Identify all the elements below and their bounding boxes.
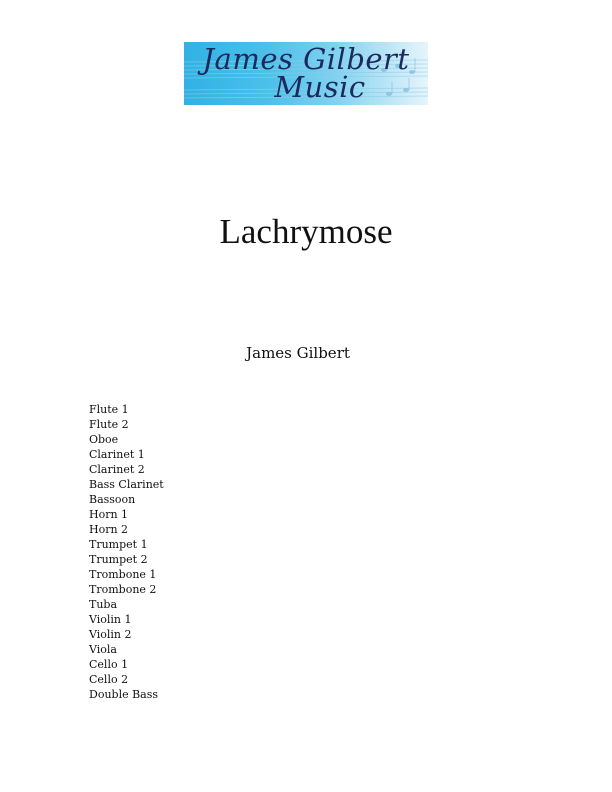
instrument-item: Flute 2 [89,418,129,431]
instrument-item: Violin 2 [89,628,132,641]
instrument-item: Trombone 1 [89,568,157,581]
instrumentation-list [89,402,164,702]
instrument-item: Double Bass [89,688,159,701]
publisher-logo [184,42,428,105]
logo-wordmark-line-1: James Gilbert [202,42,410,76]
instrument-item: Clarinet 1 [89,448,145,461]
instrument-item: Cello 2 [89,673,129,686]
instrument-item: Bassoon [89,493,136,506]
instrument-item: Oboe [89,433,119,446]
instrument-item: Clarinet 2 [89,463,145,476]
instrument-item: Horn 1 [89,508,129,521]
instrument-item: Tuba [89,598,118,611]
instrument-item: Flute 1 [89,403,129,416]
composer-name: James Gilbert [246,344,350,362]
score-title: Lachrymose [219,212,393,251]
logo-wordmark-line-2: Music [274,70,366,104]
instrument-item: Viola [89,643,117,656]
instrument-item: Bass Clarinet [89,478,164,491]
instrument-item: Violin 1 [89,613,132,626]
instrument-item: Trumpet 1 [89,538,148,551]
instrument-item: Horn 2 [89,523,129,536]
instrument-item: Cello 1 [89,658,129,671]
instrument-item: Trumpet 2 [89,553,148,566]
instrument-item: Trombone 2 [89,583,157,596]
